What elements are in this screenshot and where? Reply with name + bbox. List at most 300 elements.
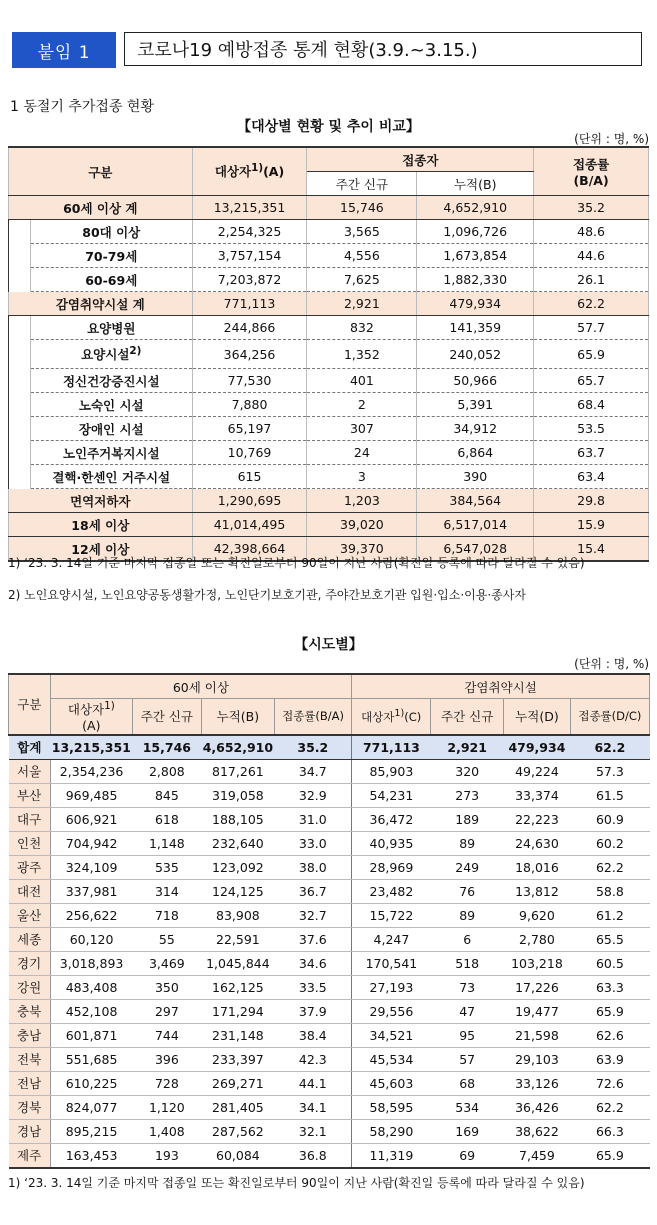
cell-weekly: 4,556 [307, 244, 417, 268]
cell-target: 7,203,872 [192, 268, 307, 292]
cell-weekly-2: 68 [431, 1071, 504, 1095]
cell-b: 233,397 [201, 1047, 274, 1071]
cell-rate: 34.1 [275, 1095, 352, 1119]
table1-unit: (단위 : 명, %) [574, 132, 649, 146]
cell-cumulative: 5,391 [417, 393, 534, 417]
row-label: 60-69세 [30, 268, 192, 292]
region-header-rate-ba: 접종률(B/A) [275, 699, 352, 735]
cell-rate: 36.8 [275, 1143, 352, 1168]
table-row [9, 268, 649, 292]
cell-weekly: 1,408 [133, 1119, 202, 1143]
cell-c: 85,903 [352, 759, 431, 783]
cell-rate: 29.8 [534, 489, 649, 513]
cell-target: 615 [192, 465, 307, 489]
row-label: 노인주거복지시설 [30, 441, 192, 465]
region-name: 서울 [9, 759, 51, 783]
cell-b: 171,294 [201, 999, 274, 1023]
table-row [9, 393, 649, 417]
table-row [9, 975, 650, 999]
cell-rate: 15.9 [534, 513, 649, 537]
cell-a: 704,942 [50, 831, 132, 855]
cell-rate-2: 62.2 [570, 1095, 649, 1119]
cell-weekly: 1,352 [307, 340, 417, 369]
cell-cumulative: 390 [417, 465, 534, 489]
table-row [9, 1071, 650, 1095]
cell-a: 337,981 [50, 879, 132, 903]
cell-c: 29,556 [352, 999, 431, 1023]
region-name: 전북 [9, 1047, 51, 1071]
cell-rate-2: 62.6 [570, 1023, 649, 1047]
table-row [9, 783, 650, 807]
cell-weekly: 39,020 [307, 513, 417, 537]
cell-cumulative: 34,912 [417, 417, 534, 441]
region-name: 광주 [9, 855, 51, 879]
cell-a: 163,453 [50, 1143, 132, 1168]
cell-d: 7,459 [504, 1143, 571, 1168]
cell-rate-2: 62.2 [570, 855, 649, 879]
table-row [9, 807, 650, 831]
cell-rate: 62.2 [534, 292, 649, 316]
cell-target: 41,014,495 [192, 513, 307, 537]
row-label: 면역저하자 [9, 489, 193, 513]
cell-a: 324,109 [50, 855, 132, 879]
cell-weekly: 401 [307, 369, 417, 393]
header-target: 대상자$^{1)}$(A) [192, 147, 307, 196]
section-heading: 1 동절기 추가접종 현황 [10, 99, 154, 115]
region-header-facilities: 감염취약시설 [352, 674, 650, 699]
table-row [9, 513, 649, 537]
cell-c: 11,319 [352, 1143, 431, 1168]
cell-b: 124,125 [201, 879, 274, 903]
cell-rate-2: 63.9 [570, 1047, 649, 1071]
row-label: 노숙인 시설 [30, 393, 192, 417]
indent-cell [9, 393, 31, 417]
cell-a: 969,485 [50, 783, 132, 807]
cell-rate: 33.0 [275, 831, 352, 855]
cell-d: 33,126 [504, 1071, 571, 1095]
cell-cumulative: 479,934 [417, 292, 534, 316]
row-label: 70-79세 [30, 244, 192, 268]
cell-d: 479,934 [504, 735, 571, 760]
cell-rate: 38.0 [275, 855, 352, 879]
table-row [9, 369, 649, 393]
cell-rate-2: 66.3 [570, 1119, 649, 1143]
cell-weekly: 39,370 [307, 537, 417, 562]
table-row [9, 855, 650, 879]
cell-a: 452,108 [50, 999, 132, 1023]
cell-weekly-2: 69 [431, 1143, 504, 1168]
cell-b: 60,084 [201, 1143, 274, 1168]
cell-d: 36,426 [504, 1095, 571, 1119]
table-row [9, 1119, 650, 1143]
cell-weekly: 7,625 [307, 268, 417, 292]
cell-c: 45,534 [352, 1047, 431, 1071]
indent-cell [9, 340, 31, 369]
cell-cumulative: 384,564 [417, 489, 534, 513]
cell-weekly-2: 249 [431, 855, 504, 879]
cell-c: 40,935 [352, 831, 431, 855]
cell-weekly: 832 [307, 316, 417, 340]
cell-rate: 63.7 [534, 441, 649, 465]
indent-cell [9, 417, 31, 441]
target-group-table [8, 146, 649, 562]
indent-cell [9, 316, 31, 340]
region-name: 울산 [9, 903, 51, 927]
region-header-category: 구분 [9, 674, 51, 735]
cell-weekly: 193 [133, 1143, 202, 1168]
cell-weekly: 15,746 [307, 196, 417, 220]
cell-weekly: 55 [133, 927, 202, 951]
cell-rate-2: 65.9 [570, 999, 649, 1023]
header-weekly: 주간 신규 [307, 172, 417, 196]
cell-cumulative: 1,096,726 [417, 220, 534, 244]
row-label: 정신건강증진시설 [30, 369, 192, 393]
cell-rate: 53.5 [534, 417, 649, 441]
table-header-row [9, 147, 649, 172]
cell-rate: 34.7 [275, 759, 352, 783]
footnote-1: 1) ‘23. 3. 14일 기준 마지막 접종일 또는 확진일로부터 90일이 지난 사람(확진일 등록에 따라 달라질 수 있음) [8, 556, 585, 570]
cell-weekly-2: 189 [431, 807, 504, 831]
cell-b: 4,652,910 [201, 735, 274, 760]
cell-d: 103,218 [504, 951, 571, 975]
region-header-b: 누적(B) [201, 699, 274, 735]
cell-d: 2,780 [504, 927, 571, 951]
cell-rate-2: 63.3 [570, 975, 649, 999]
cell-target: 65,197 [192, 417, 307, 441]
cell-a: 824,077 [50, 1095, 132, 1119]
cell-a: 483,408 [50, 975, 132, 999]
cell-target: 10,769 [192, 441, 307, 465]
cell-c: 58,595 [352, 1095, 431, 1119]
row-label: 60세 이상 계 [9, 196, 193, 220]
cell-target: 771,113 [192, 292, 307, 316]
indent-cell [9, 220, 31, 244]
cell-rate: 48.6 [534, 220, 649, 244]
cell-weekly-2: 6 [431, 927, 504, 951]
table-row [9, 441, 649, 465]
row-label: 요양병원 [30, 316, 192, 340]
cell-cumulative: 1,673,854 [417, 244, 534, 268]
cell-b: 188,105 [201, 807, 274, 831]
cell-a: 60,120 [50, 927, 132, 951]
table-row [9, 340, 649, 369]
cell-rate: 37.6 [275, 927, 352, 951]
cell-b: 269,271 [201, 1071, 274, 1095]
indent-cell [9, 244, 31, 268]
region-header-a: 대상자$^{1)}$ (A) [50, 699, 132, 735]
table-row [9, 292, 649, 316]
cell-rate-2: 61.2 [570, 903, 649, 927]
cell-rate: 44.6 [534, 244, 649, 268]
table-row [9, 1143, 650, 1168]
document-header [12, 32, 644, 68]
cell-a: 895,215 [50, 1119, 132, 1143]
cell-rate: 38.4 [275, 1023, 352, 1047]
table-row [9, 903, 650, 927]
table-row [9, 1047, 650, 1071]
cell-d: 24,630 [504, 831, 571, 855]
cell-weekly: 535 [133, 855, 202, 879]
cell-rate: 32.7 [275, 903, 352, 927]
cell-weekly-2: 89 [431, 903, 504, 927]
cell-d: 29,103 [504, 1047, 571, 1071]
cell-a: 256,622 [50, 903, 132, 927]
cell-c: 36,472 [352, 807, 431, 831]
header-cumulative: 누적(B) [417, 172, 534, 196]
cell-target: 13,215,351 [192, 196, 307, 220]
region-header-rate-dc: 접종률(D/C) [570, 699, 649, 735]
region-name: 충북 [9, 999, 51, 1023]
cell-weekly-2: 95 [431, 1023, 504, 1047]
region-name: 세종 [9, 927, 51, 951]
cell-c: 15,722 [352, 903, 431, 927]
cell-b: 232,640 [201, 831, 274, 855]
region-subheader-row [9, 699, 650, 735]
region-total-row [9, 735, 650, 760]
table-row [9, 879, 650, 903]
row-label: 감염취약시설 계 [9, 292, 193, 316]
cell-rate: 33.5 [275, 975, 352, 999]
row-label: 12세 이상 [9, 537, 193, 562]
cell-d: 21,598 [504, 1023, 571, 1047]
cell-rate: 15.4 [534, 537, 649, 562]
cell-cumulative: 141,359 [417, 316, 534, 340]
cell-weekly: 744 [133, 1023, 202, 1047]
cell-weekly: 314 [133, 879, 202, 903]
cell-c: 170,541 [352, 951, 431, 975]
region-name: 전남 [9, 1071, 51, 1095]
cell-rate: 26.1 [534, 268, 649, 292]
cell-rate: 37.9 [275, 999, 352, 1023]
cell-weekly: 718 [133, 903, 202, 927]
cell-weekly: 350 [133, 975, 202, 999]
region-name: 제주 [9, 1143, 51, 1168]
cell-weekly: 728 [133, 1071, 202, 1095]
cell-rate-2: 61.5 [570, 783, 649, 807]
indent-cell [9, 441, 31, 465]
cell-c: 23,482 [352, 879, 431, 903]
region-header-weekly: 주간 신규 [133, 699, 202, 735]
cell-rate-2: 60.9 [570, 807, 649, 831]
cell-rate: 68.4 [534, 393, 649, 417]
header-rate: 접종률 (B/A) [534, 147, 649, 196]
cell-b: 287,562 [201, 1119, 274, 1143]
cell-weekly: 1,203 [307, 489, 417, 513]
cell-a: 606,921 [50, 807, 132, 831]
cell-a: 2,354,236 [50, 759, 132, 783]
footnote-region-1: 1) ‘23. 3. 14일 기준 마지막 접종일 또는 확진일로부터 90일이 지난 사람(확진일 등록에 따라 달라질 수 있음) [8, 1176, 585, 1190]
cell-weekly-2: 47 [431, 999, 504, 1023]
cell-d: 13,812 [504, 879, 571, 903]
region-name: 대구 [9, 807, 51, 831]
region-name: 경남 [9, 1119, 51, 1143]
cell-target: 1,290,695 [192, 489, 307, 513]
table2-unit: (단위 : 명, %) [574, 657, 649, 671]
cell-b: 231,148 [201, 1023, 274, 1047]
cell-rate: 32.9 [275, 783, 352, 807]
region-name: 경북 [9, 1095, 51, 1119]
cell-weekly-2: 89 [431, 831, 504, 855]
cell-rate-2: 58.8 [570, 879, 649, 903]
cell-target: 77,530 [192, 369, 307, 393]
table-row [9, 465, 649, 489]
cell-weekly: 618 [133, 807, 202, 831]
cell-weekly: 297 [133, 999, 202, 1023]
cell-a: 3,018,893 [50, 951, 132, 975]
cell-weekly: 2,808 [133, 759, 202, 783]
row-label: 요양시설$^{2)}$ [30, 340, 192, 369]
cell-a: 551,685 [50, 1047, 132, 1071]
cell-d: 38,622 [504, 1119, 571, 1143]
cell-cumulative: 6,547,028 [417, 537, 534, 562]
region-header-c: 대상자$^{1)}$(C) [352, 699, 431, 735]
cell-weekly: 1,120 [133, 1095, 202, 1119]
cell-rate: 31.0 [275, 807, 352, 831]
table-row [9, 927, 650, 951]
cell-b: 22,591 [201, 927, 274, 951]
cell-rate: 57.7 [534, 316, 649, 340]
table-row [9, 831, 650, 855]
table-row [9, 244, 649, 268]
region-name: 대전 [9, 879, 51, 903]
cell-target: 3,757,154 [192, 244, 307, 268]
cell-cumulative: 50,966 [417, 369, 534, 393]
cell-b: 319,058 [201, 783, 274, 807]
cell-weekly-2: 76 [431, 879, 504, 903]
table-row [9, 316, 649, 340]
row-label: 80대 이상 [30, 220, 192, 244]
cell-b: 281,405 [201, 1095, 274, 1119]
cell-a: 610,225 [50, 1071, 132, 1095]
cell-cumulative: 1,882,330 [417, 268, 534, 292]
table-row [9, 1095, 650, 1119]
cell-rate: 35.2 [534, 196, 649, 220]
row-label: 결핵·한센인 거주시설 [30, 465, 192, 489]
cell-rate: 42.3 [275, 1047, 352, 1071]
table1-title: 【대상별 현황 및 추이 비교】 [237, 119, 420, 135]
cell-weekly: 2,921 [307, 292, 417, 316]
region-header-weekly-2: 주간 신규 [431, 699, 504, 735]
cell-d: 19,477 [504, 999, 571, 1023]
cell-c: 54,231 [352, 783, 431, 807]
cell-a: 13,215,351 [50, 735, 132, 760]
cell-weekly: 396 [133, 1047, 202, 1071]
cell-rate: 63.4 [534, 465, 649, 489]
cell-weekly-2: 534 [431, 1095, 504, 1119]
cell-rate: 35.2 [275, 735, 352, 760]
cell-target: 7,880 [192, 393, 307, 417]
table-row [9, 196, 649, 220]
cell-c: 27,193 [352, 975, 431, 999]
cell-weekly: 845 [133, 783, 202, 807]
indent-cell [9, 465, 31, 489]
cell-rate-2: 57.3 [570, 759, 649, 783]
cell-b: 817,261 [201, 759, 274, 783]
cell-d: 9,620 [504, 903, 571, 927]
cell-c: 771,113 [352, 735, 431, 760]
cell-c: 34,521 [352, 1023, 431, 1047]
region-name: 합계 [9, 735, 51, 760]
cell-c: 58,290 [352, 1119, 431, 1143]
cell-rate: 65.7 [534, 369, 649, 393]
attachment-badge: 붙임 1 [12, 32, 116, 68]
cell-rate: 32.1 [275, 1119, 352, 1143]
cell-cumulative: 240,052 [417, 340, 534, 369]
cell-d: 17,226 [504, 975, 571, 999]
region-header-d: 누적(D) [504, 699, 571, 735]
cell-a: 601,871 [50, 1023, 132, 1047]
cell-d: 49,224 [504, 759, 571, 783]
cell-rate: 65.9 [534, 340, 649, 369]
table-row [9, 489, 649, 513]
cell-weekly-2: 57 [431, 1047, 504, 1071]
cell-b: 123,092 [201, 855, 274, 879]
cell-weekly-2: 320 [431, 759, 504, 783]
table-row [9, 1023, 650, 1047]
cell-cumulative: 6,864 [417, 441, 534, 465]
table-row [9, 417, 649, 441]
cell-cumulative: 4,652,910 [417, 196, 534, 220]
region-header-60plus: 60세 이상 [50, 674, 351, 699]
cell-d: 18,016 [504, 855, 571, 879]
cell-weekly: 1,148 [133, 831, 202, 855]
table-row [9, 951, 650, 975]
row-label: 장애인 시설 [30, 417, 192, 441]
cell-d: 33,374 [504, 783, 571, 807]
table-row [9, 999, 650, 1023]
cell-rate-2: 65.9 [570, 1143, 649, 1168]
cell-weekly: 24 [307, 441, 417, 465]
region-name: 경기 [9, 951, 51, 975]
table-row [9, 220, 649, 244]
cell-weekly-2: 169 [431, 1119, 504, 1143]
indent-cell [9, 369, 31, 393]
cell-weekly-2: 273 [431, 783, 504, 807]
cell-rate-2: 60.2 [570, 831, 649, 855]
row-label: 18세 이상 [9, 513, 193, 537]
cell-rate-2: 65.5 [570, 927, 649, 951]
cell-b: 1,045,844 [201, 951, 274, 975]
cell-c: 4,247 [352, 927, 431, 951]
region-name: 인천 [9, 831, 51, 855]
header-category: 구분 [9, 147, 193, 196]
cell-rate-2: 72.6 [570, 1071, 649, 1095]
cell-target: 42,398,664 [192, 537, 307, 562]
cell-b: 83,908 [201, 903, 274, 927]
cell-weekly: 3,469 [133, 951, 202, 975]
cell-weekly: 3 [307, 465, 417, 489]
footnote-2: 2) 노인요양시설, 노인요양공동생활가정, 노인단기보호기관, 주야간보호기관 입원·입소·이용·종사자 [8, 588, 526, 602]
cell-rate: 34.6 [275, 951, 352, 975]
cell-target: 2,254,325 [192, 220, 307, 244]
cell-rate-2: 60.5 [570, 951, 649, 975]
cell-weekly-2: 2,921 [431, 735, 504, 760]
cell-weekly: 2 [307, 393, 417, 417]
cell-c: 28,969 [352, 855, 431, 879]
cell-weekly: 3,565 [307, 220, 417, 244]
cell-d: 22,223 [504, 807, 571, 831]
cell-weekly: 15,746 [133, 735, 202, 760]
indent-cell [9, 268, 31, 292]
table2-title: 【시도별】 [294, 637, 363, 653]
cell-weekly-2: 73 [431, 975, 504, 999]
cell-cumulative: 6,517,014 [417, 513, 534, 537]
cell-rate-2: 62.2 [570, 735, 649, 760]
cell-weekly-2: 518 [431, 951, 504, 975]
document-title: 코로나19 예방접종 통계 현황(3.9.~3.15.) [124, 32, 642, 66]
header-vaccinated: 접종자 [307, 147, 534, 172]
cell-rate: 44.1 [275, 1071, 352, 1095]
